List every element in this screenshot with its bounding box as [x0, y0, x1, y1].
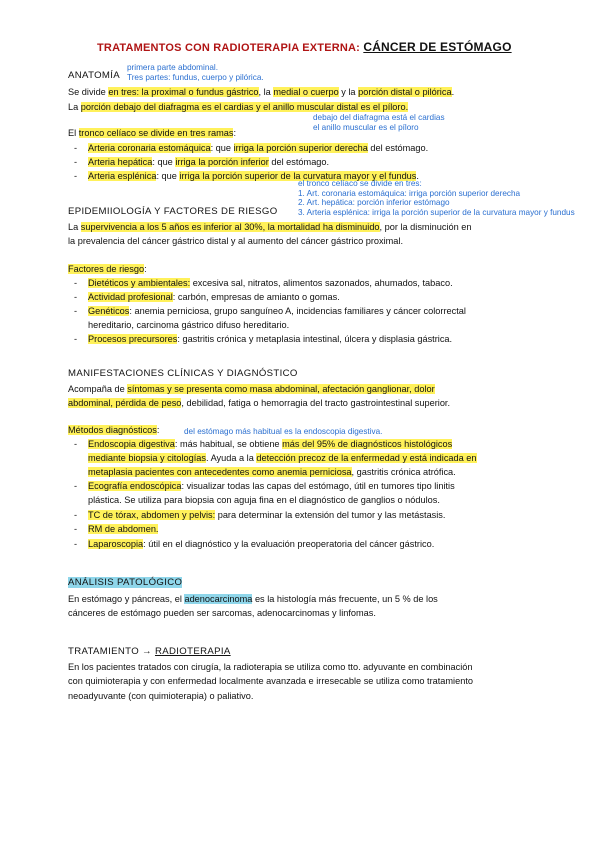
- paragraph: [68, 382, 435, 397]
- text: para determinar la extensión del tumor y las metástasis.: [215, 510, 446, 520]
- highlight: Actividad profesional: [88, 292, 173, 302]
- annotation-note: [313, 113, 445, 132]
- list-item-continuation: [88, 451, 477, 466]
- text: : que: [152, 157, 176, 167]
- metodos-label: [68, 423, 159, 438]
- text: :: [144, 264, 147, 274]
- text: La: [68, 222, 81, 232]
- text: , por la disminución en: [379, 222, 472, 232]
- highlight: en tres: la proximal o fundus gástrico: [108, 87, 259, 97]
- text: , gastritis crónica atrófica.: [351, 467, 456, 477]
- note-line: 1. Art. coronaria estomáquica: irriga porción superior derecha: [298, 188, 521, 198]
- text: : carbón, empresas de amianto o gomas.: [172, 292, 340, 302]
- bullet: -: [74, 157, 78, 167]
- list-item: [74, 522, 159, 537]
- highlight: medial o cuerpo: [273, 87, 339, 97]
- text: .: [416, 171, 419, 181]
- highlight: Genéticos: [88, 306, 130, 316]
- list-item: [74, 437, 453, 452]
- bullet: -: [74, 278, 78, 288]
- note-line: 3. Arteria esplénica: irriga la porción superior de la curvatura mayor y fundus: [298, 207, 575, 217]
- annotation-note: del estómago más habitual es la endoscopia digestiva.: [184, 427, 383, 436]
- bullet: -: [74, 292, 78, 302]
- text: . Ayuda a la: [205, 453, 257, 463]
- section-heading-tratamiento: [68, 646, 231, 657]
- list-item: [74, 290, 340, 305]
- note-line: el anillo muscular es el píloro: [313, 122, 419, 132]
- highlight: Métodos diagnósticos: [68, 425, 157, 435]
- text: : gastritis crónica y metaplasia intestinal, úlcera y displasia gástrica.: [177, 334, 453, 344]
- text: , la: [258, 87, 274, 97]
- list-item: [74, 304, 466, 319]
- list-item: [74, 141, 429, 156]
- text: : visualizar todas las capas del estómago, útil en tumores tipo linitis: [181, 481, 455, 491]
- list-item-continuation: plástica. Se utiliza para biopsia con aguja fina en el diagnóstico de ganglios o nódulos.: [88, 495, 440, 505]
- paragraph: En los pacientes tratados con cirugía, la radioterapia se utiliza como tto. adyuvante en combinación: [68, 662, 473, 672]
- text: : que: [210, 143, 234, 153]
- section-heading-manifestaciones: MANIFESTACIONES CLÍNICAS Y DIAGNÓSTICO: [68, 368, 298, 379]
- highlight: mediante biopsia y citologías: [88, 453, 206, 463]
- paragraph: con quimioterapia y con enfermedad localmente avanzada e irresecable se utiliza como tratamiento: [68, 676, 473, 686]
- section-heading-epidemiologia: EPIDEMIIOLOGÍA Y FACTORES DE RIESGO: [68, 206, 278, 217]
- text: El: [68, 128, 79, 138]
- highlight: Laparoscopia: [88, 539, 144, 549]
- paragraph: cánceres de estómago pueden ser sarcomas, adenocarcinomas y linfomas.: [68, 608, 376, 618]
- highlight: Factores de riesgo: [68, 264, 145, 274]
- bullet: -: [74, 481, 78, 491]
- highlight: Procesos precursores: [88, 334, 178, 344]
- highlight: metaplasia pacientes con antecedentes como anemia perniciosa: [88, 467, 352, 477]
- paragraph: neoadyuvante (con quimioterapia) o paliativo.: [68, 691, 254, 701]
- text: En estómago y páncreas, el: [68, 594, 185, 604]
- text: : más habitual, se obtiene: [174, 439, 283, 449]
- highlight-blue: adenocarcinoma: [184, 594, 253, 604]
- note-line: el tronco celíaco se divide en tres:: [298, 179, 422, 188]
- note-line: Tres partes: fundus, cuerpo y pilórica.: [127, 72, 264, 82]
- bullet: -: [74, 171, 78, 181]
- highlight: Endoscopia digestiva: [88, 439, 175, 449]
- highlight: TC de tórax, abdomen y pelvis:: [88, 510, 216, 520]
- highlight: supervivencia a los 5 años es inferior al 30%, la mortalidad ha disminuido: [80, 222, 380, 232]
- text: La: [68, 102, 81, 112]
- list-item: [74, 155, 330, 170]
- title-main: CÁNCER DE ESTÓMAGO: [363, 40, 512, 54]
- annotation-note: [298, 179, 575, 217]
- highlight: más del 95% de diagnósticos histológicos: [282, 439, 453, 449]
- text: del estómago.: [268, 157, 330, 167]
- bullet: -: [74, 524, 78, 534]
- highlight: Arteria coronaria estomáquica: [88, 143, 211, 153]
- factores-label: [68, 262, 147, 277]
- text: TRATAMIENTO →: [68, 646, 155, 657]
- bullet: -: [74, 306, 78, 316]
- highlight: síntomas y se presenta como masa abdominal, afectación ganglionar, dolor: [127, 384, 435, 394]
- list-item: [74, 508, 446, 523]
- note-line: primera parte abdominal.: [127, 63, 219, 72]
- text: : útil en el diagnóstico y la evaluación preoperatoria del cáncer gástrico.: [143, 539, 435, 549]
- highlight: porción debajo del diafragma es el cardias y el anillo muscular distal es el píloro.: [80, 102, 409, 112]
- list-item: [74, 276, 453, 291]
- text: : que: [156, 171, 180, 181]
- paragraph: [68, 592, 438, 607]
- highlight: irriga la porción superior derecha: [233, 143, 368, 153]
- highlight: RM de abdomen.: [88, 524, 159, 534]
- section-heading-analisis: [68, 577, 182, 588]
- highlight: Dietéticos y ambientales:: [88, 278, 191, 288]
- paragraph: la prevalencia del cáncer gástrico distal y al aumento del cáncer gástrico proximal.: [68, 236, 403, 246]
- note-line: debajo del diafragma está el cardias: [313, 113, 445, 122]
- list-item: [74, 537, 435, 552]
- bullet: -: [74, 439, 78, 449]
- list-item: [74, 479, 455, 494]
- highlight: tronco celíaco se divide en tres ramas: [78, 128, 234, 138]
- text: es la histología más frecuente, un 5 % de los: [252, 594, 438, 604]
- text: :: [156, 425, 160, 435]
- title-prefix: TRATAMENTOS CON RADIOTERAPIA EXTERNA:: [97, 42, 361, 54]
- bullet: -: [74, 539, 78, 549]
- text: excesiva sal, nitratos, alimentos sazonados, ahumados, tabaco.: [190, 278, 453, 288]
- text: , debilidad, fatiga o hemorragia del tracto gastrointestinal superior.: [181, 398, 451, 408]
- page-title: [97, 40, 512, 54]
- paragraph: [68, 396, 450, 411]
- highlight: abdominal, pérdida de peso: [68, 398, 182, 408]
- text: RADIOTERAPIA: [154, 646, 231, 657]
- text: Se divide: [68, 87, 109, 97]
- text: :: [233, 128, 237, 138]
- highlight: detección precoz de la enfermedad y está indicada en: [256, 453, 477, 463]
- text: del estómago.: [367, 143, 429, 153]
- highlight: Ecografía endoscópica: [88, 481, 182, 491]
- text: Acompaña de: [68, 384, 128, 394]
- highlight: Arteria hepática: [88, 157, 153, 167]
- list-item-continuation: hereditario, carcinoma gástrico difuso hereditario.: [88, 320, 290, 330]
- paragraph: [68, 126, 236, 141]
- note-line: 2. Art. hepática: porción inferior estómago: [298, 198, 450, 207]
- paragraph: [68, 85, 454, 100]
- highlight: irriga la porción superior de la curvatura mayor y el fundus: [179, 171, 417, 181]
- text: .: [451, 87, 455, 97]
- highlight: porción distal o pilórica: [358, 87, 452, 97]
- bullet: -: [74, 143, 78, 153]
- highlight: irriga la porción inferior: [175, 157, 269, 167]
- text: y la: [338, 87, 359, 97]
- bullet: -: [74, 334, 78, 344]
- section-heading-anatomia: ANATOMÍA: [68, 70, 121, 81]
- highlight-blue: ANÁLISIS PATOLÓGICO: [68, 577, 183, 588]
- list-item-continuation: [88, 465, 456, 480]
- paragraph: [68, 220, 471, 235]
- highlight: Arteria esplénica: [88, 171, 157, 181]
- bullet: -: [74, 510, 78, 520]
- text: : anemia perniciosa, grupo sanguíneo A, incidencias familiares y cáncer colorrectal: [129, 306, 466, 316]
- annotation-note: [127, 63, 264, 82]
- list-item: [74, 332, 453, 347]
